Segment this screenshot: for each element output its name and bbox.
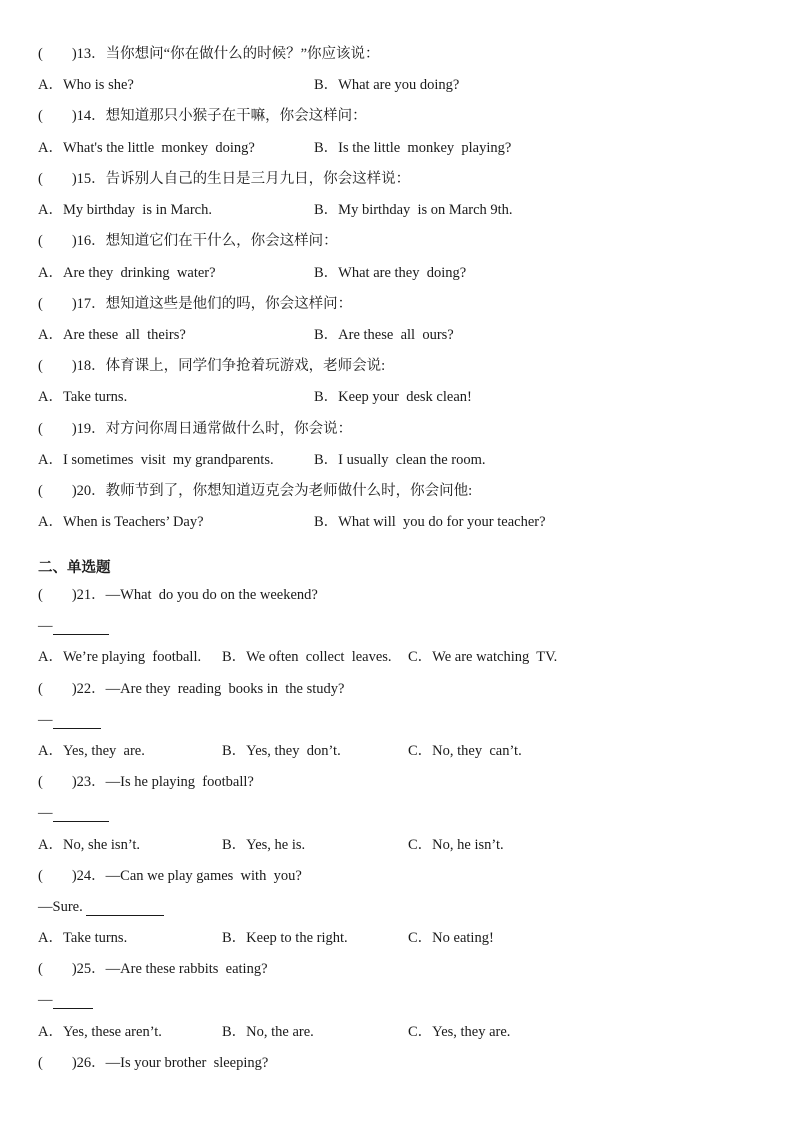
answer-line	[38, 898, 164, 916]
option-a: A．Are they drinking water?	[38, 265, 216, 281]
option-b: B．My birthday is on March 9th.	[314, 202, 513, 218]
option-a: A．No, she isn’t.	[38, 837, 141, 853]
reply-prefix: —	[38, 712, 53, 728]
option-b: B．I usually clean the room.	[314, 452, 486, 468]
option-a: A．Take turns.	[38, 930, 128, 946]
question-23: ( )23．—Is he playing football?	[38, 774, 254, 790]
option-b: B．Is the little monkey playing?	[314, 140, 512, 156]
option-b: B．What are they doing?	[314, 265, 467, 281]
option-b: B．Yes, he is.	[222, 837, 306, 853]
reply-prefix: —	[38, 805, 53, 821]
answer-line	[38, 617, 109, 635]
option-c: C．No, he isn’t.	[408, 837, 504, 853]
option-b: B．Yes, they don’t.	[222, 743, 341, 759]
answer-line	[38, 711, 101, 729]
option-a: A．What's the little monkey doing?	[38, 140, 255, 156]
question-20: ( )20．教师节到了，你想知道迈克会为老师做什么时，你会问他:	[38, 483, 473, 499]
answer-line	[38, 991, 93, 1009]
question-14: ( )14．想知道那只小猴子在干嘛，你会这样问：	[38, 108, 367, 124]
option-a: A．My birthday is in March.	[38, 202, 212, 218]
option-a: A．Yes, these aren’t.	[38, 1024, 162, 1040]
option-a: A．Take turns.	[38, 389, 128, 405]
answer-blank	[86, 901, 164, 916]
question-19: ( )19．对方问你周日通常做什么时，你会说：	[38, 421, 353, 437]
reply-prefix: —	[38, 618, 53, 634]
option-a: A．Are these all theirs?	[38, 327, 186, 343]
question-18: ( )18．体育课上，同学们争抢着玩游戏，老师会说:	[38, 358, 386, 374]
answer-blank	[53, 714, 101, 729]
option-b: B．We often collect leaves.	[222, 649, 392, 665]
option-b: B．What will you do for your teacher?	[314, 514, 546, 530]
answer-blank	[53, 807, 109, 822]
question-26: ( )26．—Is your brother sleeping?	[38, 1055, 269, 1071]
answer-blank	[53, 620, 109, 635]
reply-prefix: —Sure.	[38, 899, 87, 915]
answer-line	[38, 804, 109, 822]
option-a: A．Who is she?	[38, 77, 134, 93]
option-b: B．Keep to the right.	[222, 930, 348, 946]
option-b: B．No, the are.	[222, 1024, 314, 1040]
option-a: A．We’re playing football.	[38, 649, 202, 665]
question-17: ( )17．想知道这些是他们的吗，你会这样问：	[38, 296, 353, 312]
option-a: A．Yes, they are.	[38, 743, 145, 759]
option-c: C．Yes, they are.	[408, 1024, 511, 1040]
question-15: ( )15．告诉别人自己的生日是三月九日，你会这样说：	[38, 171, 411, 187]
option-a: A．I sometimes visit my grandparents.	[38, 452, 274, 468]
option-c: C．We are watching TV.	[408, 649, 558, 665]
answer-blank	[53, 994, 93, 1009]
option-c: C．No eating!	[408, 930, 494, 946]
option-b: B．Keep your desk clean!	[314, 389, 472, 405]
question-16: ( )16．想知道它们在干什么，你会这样问：	[38, 233, 338, 249]
question-25: ( )25．—Are these rabbits eating?	[38, 961, 268, 977]
option-b: B．What are you doing?	[314, 77, 460, 93]
question-22: ( )22．—Are they reading books in the study?	[38, 681, 345, 697]
option-b: B．Are these all ours?	[314, 327, 454, 343]
section-heading: 二、单选题	[38, 560, 111, 576]
question-13: ( )13．当你想问“你在做什么的时候？”你应该说：	[38, 46, 380, 62]
option-c: C．No, they can’t.	[408, 743, 522, 759]
option-a: A．When is Teachers’ Day?	[38, 514, 204, 530]
question-21: ( )21．—What do you do on the weekend?	[38, 587, 318, 603]
question-24: ( )24．—Can we play games with you?	[38, 868, 302, 884]
reply-prefix: —	[38, 992, 53, 1008]
